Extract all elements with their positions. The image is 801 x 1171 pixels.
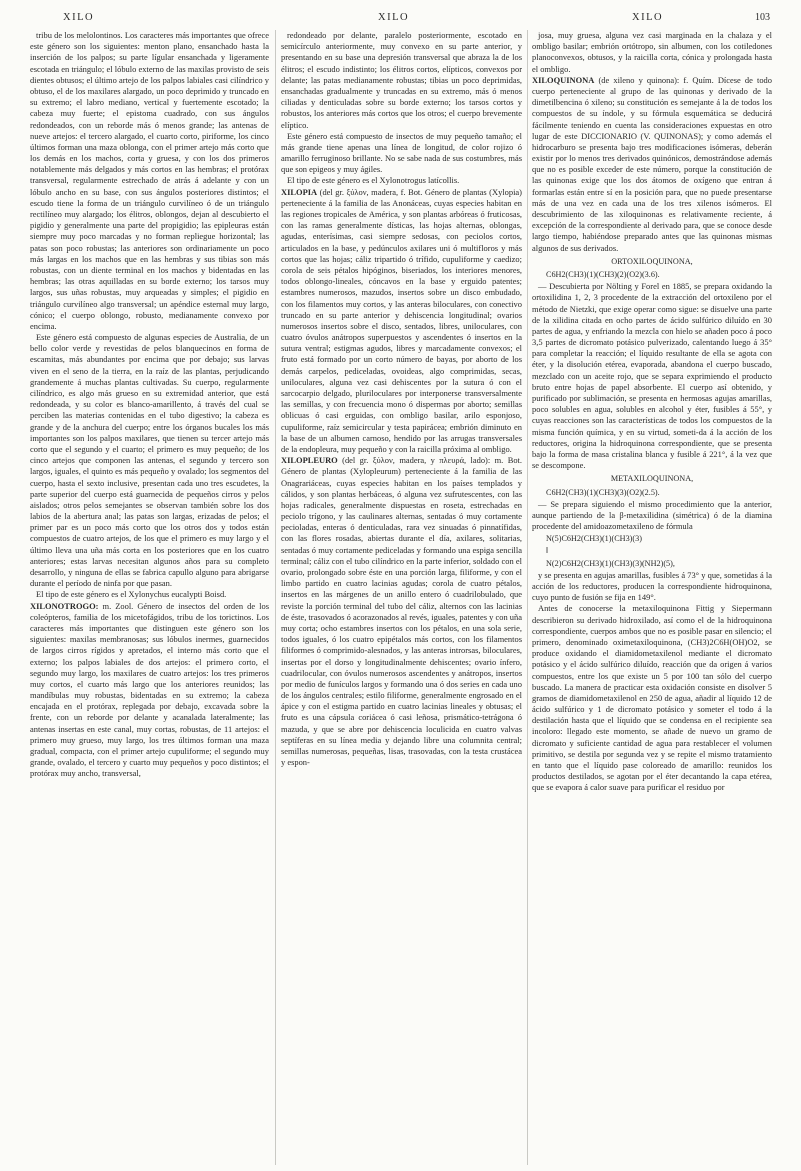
running-head-left: XILO xyxy=(63,12,95,23)
compound-subheading: METAXILOQUINONA, xyxy=(610,474,694,484)
column-middle xyxy=(281,30,522,1165)
dictionary-entry xyxy=(281,187,522,456)
body-paragraph: El tipo de este género es el Xylonotrogus latícollis. xyxy=(287,175,460,186)
body-paragraph: Antes de conocerse la metaxiloquinona Fittig y Siepermann describieron su derivado hidroxilado, así como el de la hidroquinona correspondiente, cuerpos ambos que no es posible pasar en silencio; el primero, denominado oximetaxiloquinona, (CH3)2C6H(OH)O2, se produce oxidando el diamidometaxilenol mediante el dicromato potásico y el ácido sulfúrico diluído, reacción que da origen á varios compuestos, entre los que existe un 5 por 100 tan sólo del cuerpo buscado. La manera de practicar esta oxidación consiste en disolver 5 gramos de diamidometaxilenol en 250 de agua, añadir al líquido 12 de ácido sulfúrico y 1 de dicromato potásico y someter el todo á la destilación hasta que el líquido que se condensa en el recipiente sea incoloro: llegado este momento, se añade de nuevo un gramo de dicromato y suficiente cantidad de agua para restablecer el volumen primitivo, se destila por segunda vez y se repite el mismo tratamiento en tanto que el líquido pase coloreado de amarillo: reunidos los productos destilados, se agotan por el éter decantando la capa etérea, que se evapora á calor suave para purificar el residuo por xyxy=(532,603,772,793)
entry-text: (de xileno y quinona): f. Quím. Dícese de todo cuerpo perteneciente al grupo de las quinonas y derivado de la dimetilbencina ó xileno; su constitución es semejante á la de todos los compuestos de su índole, y su fórmula esquemática se deducirá fácilmente teniendo en cuenta las consideraciones expuestas en otro lugar de este DICCIONARIO (V. QUINONAS); y como además el hidrocarburo se presenta bajo tres modificaciones isómeras, deberán existir por lo menos tres derivados quinónicos, demostrándose además que no es posible exceder de este número, porque la constitución de las quinonas exige que los dos átomos de oxígeno que entran á formarlas están entre sí en la posición para, que no puede presentarse más de una vez en cada una de los tres xilenos isómeros. El descubrimiento de las xiloquinonas es relativamente reciente, á excepción de la correspondiente al derivado para, que se conoce desde largo tiempo, habiéndose preparado antes que las quinonas mismas algunos de sus derivados. xyxy=(532,74,772,253)
entry-text: (del gr. ξύλον, madera, f. Bot. Género de plantas (Xylopia) perteneciente á la familia de las Anonáceas, cuyas especies habitan en las regiones tropicales de América, y son plantas arbóreas ó fruticosas, con las ramas generalmente dísticas, las hojas alternas, oblongas, agudas, enterísimas, casi siempre sedosas, con peciolos cortos, articulados en la base, y pedúnculos axilares uni ó multifloros y más cortos que las hojas; cáliz tripartido ó trífido, cupuliforme y caedizo; corola de seis pétalos hipóginos, biseriados, los interiores menores, todos oblongo-lineales, cóncavos en la base y erguido patentes; estambres numerosos, mazudos, insertos sobre un disco embudado, con los filamentos muy cortos, y las anteras biloculares, con conectivo truncado en su parte anterior y dehiscencia longitudinal; ovarios numerosos insertos sobre el disco, sentados, libres, uniloculares, con cuatro óvulos anátropos superpuestos y ascendentes ó insertos en la sutura ventral; estigmas agudos, libres y marcadamente convexos; el fruto está formado por un corto número de bayas, por aborto de los demás carpelos, pediceladas, ovoideas, algo comprimidas, secas, uniloculares, alguna vez casi dehiscentes por la sutura ó con el sarcocarpio delgado, pluriloculares por interponerse transversalmente las semillas, y con frecuencia mono ó dispermas por aborto; semillas oblicuas ó casi erguidas, con ombligo basilar, arilo esponjoso, cupuliforme, raíz semicircular y testa papirácea; embrión diminuto en la base de un albumen carnoso, hendido por las arrugas transversales de la endopleura, muy pequeño y con la raicilla próxima al ombligo. xyxy=(281,186,522,454)
body-paragraph: Este género está compuesto de insectos de muy pequeño tamaño; el más grande tiene apenas una línea de longitud, de color rojizo ó amarillo ferruginoso brillante. No se sabe nada de sus costumbres, más que son epigeos y muy ágiles. xyxy=(281,130,522,175)
chemical-formula: N(5)C6H2(CH3)(1)(CH3)(3) xyxy=(546,534,642,544)
dictionary-entry xyxy=(281,455,522,768)
column-divider xyxy=(275,30,276,1165)
body-paragraph: y se presenta en agujas amarillas, fusibles á 73° y que, sometidas á la acción de los reductores, producen la correspondiente hidroquinona, cuyo punto de fusión se fija en 149°. xyxy=(532,569,772,603)
compound-subheading: ORTOXILOQUINONA, xyxy=(611,256,693,266)
body-paragraph: josa, muy gruesa, alguna vez casi marginada en la chalaza y el ombligo basilar; embrión ortótropo, sin albumen, con los cotiledones planoconvexos, obtusos, y la raicilla corta, cónica y prolongada hasta el ombligo. xyxy=(532,30,772,74)
body-paragraph: — Descubierta por Nölting y Forel en 1885, se prepara oxidando la ortoxilidina 1, 2, 3 procedente de la extracción del ortoxileno por el método de Nietzki, que exige operar como sigue: se disuelve una parte de la xilidina citada en ocho partes de ácido sulfúrico diluído en 30 partes de agua, y enfriando la mezcla con hielo se añaden poco á poco 3,5 partes de dicromato potásico pulverizado, calentando luego á 35° para completar la reacción; el líquido resultante de ella se agota con éter, y la disolución etérea, evaporada, abandona el cuerpo buscado, mezclado con un aceite rojo, que se separa exprimiendo el producto bruto entre hojas de papel absorbente. El cuerpo así obtenido, y purificado por sublimación, se presenta en hermosas agujas amarillas, poco solubles en agua, solubles en alcohol y éter, fusibles á 55°, y cuyas reacciones son las características de todos los compuestos de la misma función química, y en su virtud, someti-da á la acción de los reductores, origina la hidroquinona correspondiente, que se presenta bajo la forma de masa cristalina blanca y fusible á 221°, á la vez que se descompone. xyxy=(532,281,772,471)
running-head-center: XILO xyxy=(378,12,410,23)
column-right xyxy=(532,30,772,1165)
entry-headword: XILONOTROGO: xyxy=(30,600,99,611)
body-paragraph: — Se prepara siguiendo el mismo procedimiento que la anterior, aunque partiendo de la β-metaxilidina (simétrica) ó de la diamina procedente del amidoazometaxileno de fórmula xyxy=(532,498,772,532)
dictionary-entry xyxy=(30,601,269,780)
entry-headword: XILOPIA xyxy=(281,186,318,197)
entry-text: m. Zool. Género de insectos del orden de los coleópteros, familia de los micetofágidos, tribu de los torictinos. Los caracteres más importantes que distinguen este género son los siguientes: maxilas membranosas; sus lóbulos inermes, guarnecidos de largos cirros rígidos y apretados, el interno más corto que el externo; los palpos labiales de dos artejos: el primero corto, el segundo muy largo, los maxilares de cuatro artejos: los tres primeros muy cortos, el cuarto más largo que los anteriores reunidos; las mandíbulas muy robustas, bidentadas en su extremo; la cabeza encajada en el protórax, replegada por debajo, excavada sobre la frente, con un reborde por delante y acanalada lateralmente; las antenas insertas en este canal, muy cortas, robustas, de 11 artejos: el primero muy grueso, muy largo, los tres últimos forman una maza gradual, compacta, con el primer artejo cupuliforme; el segundo muy grande, ovalado, el tercero y cuarto muy pequeños y poco distintos; el protórax muy ancho, transversal, xyxy=(30,600,269,779)
entry-text: (del gr. ξύλον, madera, y πλευρά, lado): m. Bot. Género de plantas (Xylopleurum) perteneciente á la familia de las Onagrariáceas, cuyas especies habitan en los países templados y cálidos, y son plantas herbáceas, ó alguna vez sufrutescentes, con las hojas radicales, generalmente dispuestas en roseta, estrechadas en peciolo trígono, y las caulinares alternas, sentadas ó muy cortamente pecioladas, enteras ó denticuladas, rara vez sinuadas ó pinnatífidas, con las flores rosadas, abiertas durante el día, axilares, solitarias, sentadas ó muy cortamente pediceladas y formando una espiga sencilla terminal; cáliz con el tubo cilíndrico en la parte inferior, soldado con el ovario, prolongado sobre éste en una porción larga, filiforme, y con el limbo partido en cuatro lacinias agudas; corola de cuatro pétalos, insertos en las márgenes de un anillo entero ó cuadrilobulado, que reviste la porción terminal del tubo del cáliz, alternos con las lacinias de éste, trasovados ó acorazonados al revés, iguales, patentes y con uña muy corta; ocho estambres insertos con los pétalos, en una sola serie, todos iguales, ó los cuatro epipétalos más cortos, con los filamentos filiformes ó comprimido-alesnados, y las anteras introrsas, biloculares, insertas por el dorso y longitudinalmente dehiscentes; ovario ínfero, cuadrilocular, con óvulos numerosos ascendentes y anátropos, insertos por medio de funículos largos y formando una ó dos series en cada uno de los ángulos centrales; estilo filiforme, generalmente engrosado en el ápice y con el estigma partido en cuatro lacinias lineales y obtusas; el fruto es una cápsula coriácea ó casi leñosa, prismático-tetrágona ó mazuda, y que se abre por dehiscencia loculicida en cuatro valvas septíferas en su línea media y dejando libre una columnita central; semillas numerosas, pequeñas, lisas, trasovadas, con la testa crustácea y espon- xyxy=(281,455,522,768)
entry-headword: XILOPLEURO xyxy=(281,455,338,466)
body-paragraph: tribu de los melolontinos. Los caracteres más importantes que ofrece este género son los siguientes: menton plano, ensanchado hasta la inserción de los palpos; su parte lígular ensanchada y ligeramente escotada en triángulo; el lóbulo externo de las maxilas provisto de seis dientes obtusos; el último artejo de los palpos labiales casi cilíndrico y obtuso, el de los maxilares alargado, un poco deprimido y truncado en su extremo; el labro mediano, vertical y fuertemente escotado; la cabeza muy fuerte; el epistoma cuadrado, con sus ángulos redondeados, con un reborde más ó menos grande; las antenas de nueve artejos: el tercero alargado, el cuarto corto, piriforme, los cinco últimos forman una maza oblonga, con el primer artejo más corto que los demás en los machos, corta y gruesa, y con los dos primeros notablemente más delgados y más cortos en las hembras; el protórax transversal, regularmente estrechado de atrás á adelante y con un lóbulo ancho en su base, con sus ángulos posteriores distintos; el escudo tiene la forma de un triángulo curvilíneo ó de un triángulo rectilíneo muy alargado; los élitros, oblongos, dejan al descubierto el pigidio y generalmente una parte del propigidio; las epipleuras están siempre muy poco marcadas y no forman repliegue horizontal; las patas son poco robustas; las anteriores son ordinariamente un poco más largas en los machos que en las hembras y sus tibias son más robustas, con un diente terminal en los machos y bidentadas en las hembras; las otras aquilladas en su borde externo; los tarsos muy largos, sus uñas robustas, muy arqueadas y simples; el pigidio en triángulo curvilíneo algo transversal; un apéndice esternal muy largo, cónico; el cuerpo oblongo, robusto, medianamente convexo por encima. xyxy=(30,30,269,331)
page-number: 103 xyxy=(755,12,770,23)
column-divider xyxy=(527,30,528,1165)
chemical-formula: ‖ xyxy=(546,546,549,556)
dictionary-entry xyxy=(532,75,772,254)
chemical-formula: C6H2(CH3)(1)(CH3)(3)(O2)(2.5). xyxy=(546,487,660,497)
body-paragraph: El tipo de este género es el Xylonychus eucalypti Boisd. xyxy=(36,589,227,600)
body-paragraph: redondeado por delante, paralelo posteriormente, escotado en semicírculo anteriormente, muy convexo en su parte anterior, y presentando en su base una depresión transversal que abraza la de los élitros; el escudo indistinto; los élitros cortos, elípticos, convexos por delante; las patas medianamente robustas; tibias un poco deprimidas, ensanchadas gradualmente y truncadas en su extremo, más ó menos ciliadas y denticuladas sobre su borde externo; los tarsos cortos y robustos, los anteriores más cortos que los otros; el cuerpo brevemente elíptico. xyxy=(281,30,522,130)
chemical-formula: C6H2(CH3)(1)(CH3)(2)(O2)(3.6). xyxy=(546,269,660,279)
body-paragraph: Este género está compuesto de algunas especies de Australia, de un bello color verde y revestidas de pelos blanquecinos en forma de escamitas, más abundantes por encima que por debajo; sus larvas viven en el seno de la tierra, en la raíz de las plantas, perjudicando grandemente á muchas plantas cultivadas. Su cuerpo, regularmente cilíndrico, es algo más grueso en su extremidad anterior, que está redondeada, y su color es blanco-amarillento, á través del cual se perciben las materias contenidas en el tubo digestivo; la cabeza es grande y de la anchura del cuerpo; entre los órganos bucales los más importantes son los palpos maxilares, que tienen su tercer artejo más corto que el segundo y el cuarto; el primero es muy pequeño; de los cinco artejos que componen las antenas, el segundo y tercero son largos, iguales, el quinto es más pequeño y ovalado; los segmentos del cuerpo, hasta el sexto inclusive, presentan cada uno tres escudetes, la parte superior del cuerpo está guarnecida de pequeños cirros y pelos aislados; otros pelos semejantes se observan también sobre los dos labios de la abertura anal; las patas son largas, erizadas de pelos; el primer par es un poco más corto que los otros dos y todos están compuestos de cuatro artejos, de los que el primero es muy largo y el último lleva una uña más corta en los posteriores que en los cuatro anteriores; estas larvas necesitan algunos años para su completo desarrollo, y ninguna de ellas se fabrica capullo alguno para abrigarse durante el período de ninfa por que pasan. xyxy=(30,332,269,589)
chemical-formula: N(2)C6H2(CH3)(1)(CH3)(3)(NH2)(5), xyxy=(546,558,675,568)
entry-headword: XILOQUINONA xyxy=(532,74,595,85)
column-left xyxy=(30,30,269,1165)
running-head-right: XILO xyxy=(632,12,664,23)
